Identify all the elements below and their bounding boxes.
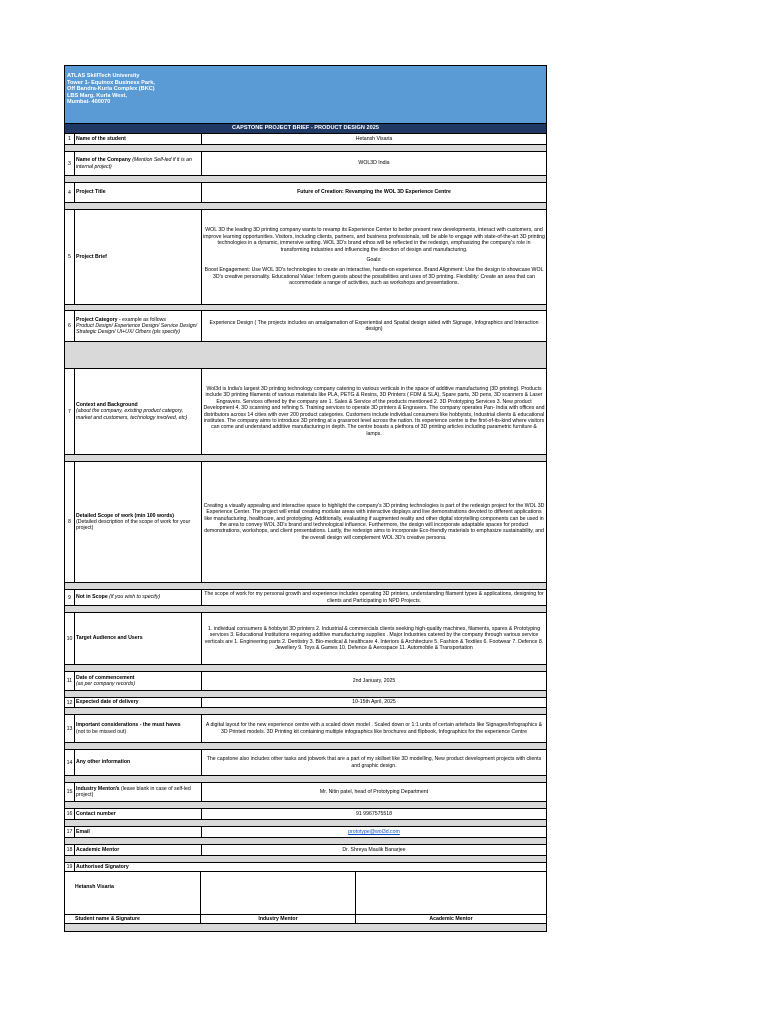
- row-label: Name of the Company (Mention Self-led if it is an internal project): [75, 152, 202, 175]
- spacer: [65, 743, 546, 750]
- header-line: Mumbai- 400070: [67, 99, 111, 106]
- row-academic-mentor: [65, 845, 546, 856]
- row-commencement: [65, 672, 546, 691]
- row-label: Important considerations - the must haves (not to be missed out): [75, 715, 202, 742]
- signature-boxes: [65, 872, 546, 915]
- row-number: 15: [65, 783, 75, 801]
- row-contact-number: [65, 809, 546, 820]
- sheet-title: CAPSTONE PROJECT BRIEF - PRODUCT DESIGN 2025: [65, 124, 546, 134]
- brief-goals-heading: Goals:: [366, 257, 382, 263]
- row-number: 14: [65, 750, 75, 775]
- spacer: [65, 924, 546, 931]
- header-line: ATLAS SkillTech University: [67, 73, 140, 79]
- industry-mentor-signature-box: [201, 872, 356, 914]
- row-value: Wol3d is India's largest 3D printing technology company catering to various verticals in the space of additive manufacturing (3D printing). Products include 3D printing filaments of various materials like PLA, PETG & Resins, 3D Printers ( FDM & SLA), Spare parts, 3D pens, 3D scanners & Laser Engravers. Services offered by the company are 1. Sales & Service of the products mentioned 2. 3D Prototyping Services 3. New product Development 4. 3D scanning and refining 5. Training services to operate 3D printers & Engravers. The company operates Pan- India with offices and distributors across 14 cities with over 200 product categories. Customers include individual consumers like hobbyists, Industrial clients & educational institutes. The company aims to introduce 3D printing at a grassroot level across the nation. Its experience centre is the first-of-its-kind where visitors can come and understand additive manufacturing in depth. The centre boasts a plethora of 3D printing articles including parametric furniture & lamps.: [203, 385, 545, 437]
- row-label: Context and Background (about the company, existing product category, market and customers, technology involved, etc): [75, 369, 202, 454]
- row-label: Academic Mentor: [75, 845, 202, 855]
- row-not-in-scope: [65, 590, 546, 606]
- row-label: Project Category - example as follows Product Design/ Experience Design/ Service Design/ Strategic Design/ UI+UX/ Others (pls specify): [75, 311, 202, 341]
- row-label: Contact number: [75, 809, 202, 819]
- brief-paragraph: WOL 3D the leading 3D printing company wants to revamp its Experience Center to better present new developments, interact with customers, and improve learning opportunities. Visitors, including clients, partners, and business professionals, will be able to engage with state-of-the-art 3D printing technologies in a dynamic, immersive setting. WOL 3D's brand ethos will be reflected in the redesign, emphasizing the company's role in transforming industries and influencing the direction of design and manufacturing.: [203, 227, 545, 253]
- row-value: WOL3D India: [358, 160, 390, 167]
- row-value: Experience Design ( The projects includes an amalgamation of Experiential and Spatial design aided with Signage, Infographics and Interaction design): [209, 319, 539, 332]
- row-value: 1. individual consumers & hobbyist 3D printers 2. Industrial & commercials clients seeking high-quality machines, filaments, spares & Prototyping services 3. Educational Institutions requiring additive manufacturing supplies . Major Industries catered by the company through various service verticals are 1. Engineering parts 2. Dentistry 3. Bio-medical & healthcare 4. Interiors & Architecture 5. Fashion & Textiles 6. Footwear 7. Defence 8. Jewellery 9. Toys & Games 10. Defence & Aerospace 11. Automobile & Transportation: [204, 625, 544, 651]
- row-other-info: [65, 750, 546, 776]
- spacer: [65, 342, 546, 369]
- row-project-title: [65, 183, 546, 203]
- spacer: [65, 776, 546, 783]
- student-signature-box: Hetansh Visaria: [65, 872, 201, 914]
- row-company: [65, 152, 546, 176]
- university-header: [65, 66, 546, 124]
- row-number: 19: [65, 863, 75, 871]
- row-number: 3: [65, 152, 75, 175]
- row-label: Project Brief: [75, 210, 202, 304]
- row-number: 6: [65, 311, 75, 341]
- row-value: 2nd January, 2025: [352, 677, 396, 684]
- signature-labels: [65, 915, 546, 924]
- email-link[interactable]: prototype@wol3d.com: [348, 828, 400, 835]
- academic-mentor-signature-box: [356, 872, 546, 914]
- academic-mentor-label: Academic Mentor: [429, 916, 473, 922]
- row-value: [202, 210, 546, 304]
- brief-goals: Boost Engagement: Use WOL 3D's technologies to create an interactive, hands-on experience. Brand Alignment: Use the design to showcase WOL 3D's creative personality. Educational Value: Inform guests about the possibilities and uses of 3D printing. Flexibility: Create an area that can accommodate a range of activities, such as workshops and presentations.: [204, 267, 544, 287]
- spacer: [65, 203, 546, 210]
- industry-mentor-label: Industry Mentor: [201, 915, 356, 923]
- row-project-category: [65, 311, 546, 342]
- row-number: 12: [65, 698, 75, 707]
- student-signature-label: Student name & Signature: [65, 915, 201, 923]
- spacer: [65, 820, 546, 827]
- row-label: Date of commencement (as per company records): [75, 672, 202, 690]
- spacer: [65, 708, 546, 715]
- spacer: [65, 802, 546, 809]
- header-line: LBS Marg, Kurla West,: [67, 92, 127, 99]
- row-value: The scope of work for my personal growth and experience includes operating 3D printers, understanding filament types & applications, designing for clients and Participating in NPD Projects.: [204, 591, 544, 604]
- row-project-brief: [65, 210, 546, 305]
- row-value: Future of Creation: Revamping the WOL 3D Experience Centre: [297, 189, 451, 196]
- row-industry-mentor: [65, 783, 546, 802]
- row-value: The capstone also includes other tasks and jobwork that are a part of my skillset like 3D modelling, New product development projects with clients and graphic design.: [206, 756, 542, 769]
- row-number: 9: [65, 590, 75, 605]
- spacer: [65, 606, 546, 613]
- spacer: [65, 176, 546, 183]
- row-number: 4: [65, 183, 75, 202]
- spacer: [65, 691, 546, 698]
- row-value: 91 9967575518: [355, 810, 393, 817]
- row-number: 8: [65, 462, 75, 582]
- row-number: 11: [65, 672, 75, 690]
- row-number: 7: [65, 369, 75, 454]
- spacer: [65, 856, 546, 863]
- row-label: Any other information: [75, 750, 202, 775]
- row-label: Not in Scope (if you wish to specify): [75, 590, 202, 605]
- row-target-audience: [65, 613, 546, 665]
- row-email: [65, 827, 546, 838]
- row-label: Target Audience and Users: [75, 613, 202, 664]
- row-label: Authorised Signatory: [76, 863, 129, 870]
- row-value: Dr. Shreya Maulik Banarjee: [342, 846, 406, 853]
- row-scope-of-work: [65, 462, 546, 583]
- row-label: Detailed Scope of work (min 100 words) (Detailed description of the scope of work for your project): [75, 462, 202, 582]
- row-number: 16: [65, 809, 75, 819]
- row-student-name: [65, 134, 546, 145]
- row-number: 13: [65, 715, 75, 742]
- spacer: [65, 455, 546, 462]
- spacer: [65, 665, 546, 672]
- row-value: 10-15th April, 2025: [352, 699, 396, 706]
- row-number: 5: [65, 210, 75, 304]
- capstone-brief-sheet: [64, 65, 547, 932]
- row-value: [202, 827, 546, 837]
- spacer: [65, 838, 546, 845]
- row-number: 10: [65, 613, 75, 664]
- row-label: Expected date of delivery: [75, 698, 202, 707]
- row-value: Hetansh Visaria: [355, 135, 393, 142]
- row-authorised-signatory: [65, 863, 546, 872]
- row-number: 18: [65, 845, 75, 855]
- row-label: Email: [75, 827, 202, 837]
- row-value: Mr. Nitin patel, head of Prototyping Department: [319, 788, 429, 795]
- row-value: A digital layout for the new experience centre with a scaled down model . Scaled down or 1:1 units of certain artefacts like Signages/Infographics & 3D Printed models. 3D Printing kit containing multiple infographics like brochures and flipbook, Infographics for the experience Centre: [205, 722, 543, 735]
- spacer: [65, 145, 546, 152]
- row-considerations: [65, 715, 546, 743]
- row-number: 1: [65, 134, 75, 144]
- header-line: Tower 1- Equinox Business Park,: [67, 79, 155, 86]
- row-label: Project Title: [75, 183, 202, 202]
- row-label: Industry Mentor/s (leave blank in case of self-led project): [75, 783, 202, 801]
- row-number: 17: [65, 827, 75, 837]
- row-delivery-date: [65, 698, 546, 708]
- row-value: Creating a visually appealing and interactive space to highlight the company's 3D printing technologies is part of the redesign project for the WOL 3D Experience Center. The project will entail creating modular areas with interactive displays and live demonstrations devoted to different applications like manufacturing, healthcare, and prototyping. Additionally, evaluating if augmented reality and other digital storytelling components can be used in the area to convey WOL 3D's brand and technological influence. Furthermore, the design will incorporate adaptable spaces for product demonstrations, workshops, and client presentations. Lastly, the redesign aims to incorporate Eco-friendly materials to emphasize sustainability, and the overall design will complement WOL 3D's creative persona.: [203, 502, 545, 541]
- row-context: [65, 369, 546, 455]
- header-line: Off Bandra-Kurla Complex (BKC): [67, 86, 155, 93]
- spacer: [65, 583, 546, 590]
- row-label: Name of the student: [75, 134, 202, 144]
